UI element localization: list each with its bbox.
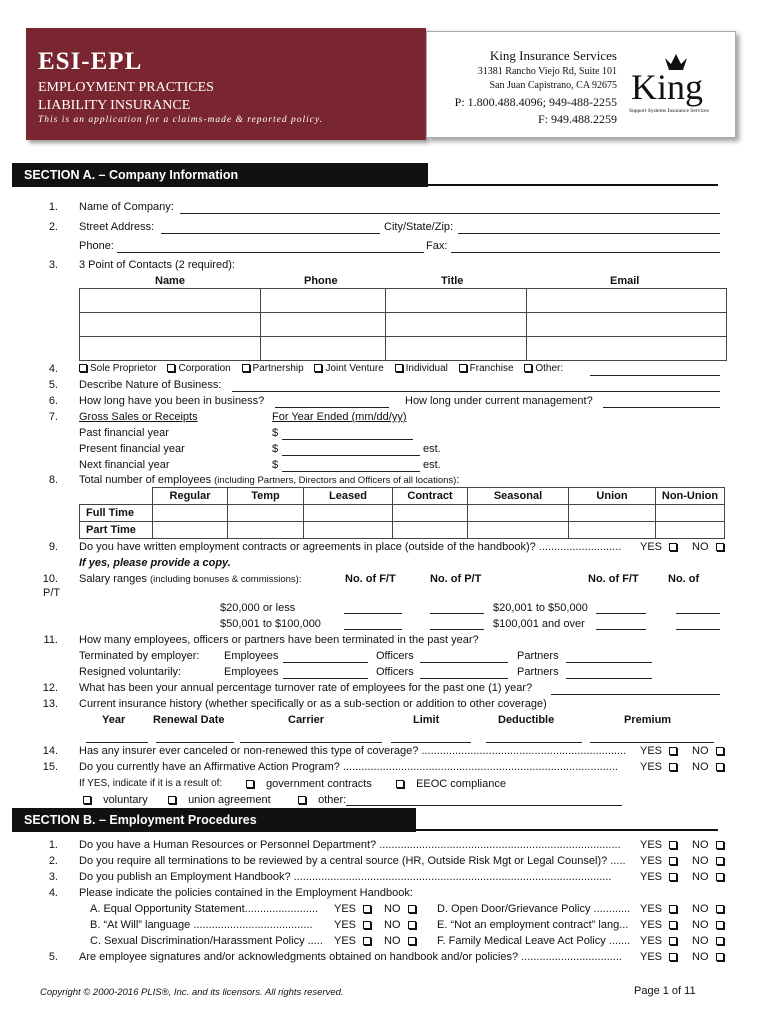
present-year-label: Present financial year: [79, 443, 185, 455]
checkbox-icon[interactable]: [363, 905, 371, 913]
contacts-header-name: Name: [155, 275, 185, 287]
policy-f-label: F. Family Medical Leave Act Policy .......: [437, 935, 631, 947]
checkbox-icon[interactable]: [716, 857, 724, 865]
present-year-field[interactable]: [282, 455, 420, 456]
checkbox-icon[interactable]: [716, 953, 724, 961]
opt-other-reason[interactable]: other:: [298, 794, 346, 806]
years-management-label: How long under current management?: [405, 395, 593, 407]
resigned-employees-field[interactable]: [283, 678, 368, 679]
past-year-label: Past financial year: [79, 427, 169, 439]
checkbox-icon[interactable]: [298, 796, 306, 804]
phone-label: Phone:: [79, 240, 114, 252]
contacts-header-title: Title: [441, 275, 464, 287]
emp-cell[interactable]: [656, 505, 725, 522]
checkbox-icon[interactable]: [396, 780, 404, 788]
q9-number: 9.: [48, 541, 58, 553]
q13-number: 13.: [42, 698, 58, 710]
affirmative-question: Do you currently have an Affirmative Action Program? ..........................................................................................: [79, 761, 618, 773]
resigned-label: Resigned voluntarily:: [79, 666, 182, 678]
part-time-label: Part Time: [80, 522, 153, 539]
agency-address-1: 31381 Rancho Viejo Rd, Suite 101: [477, 66, 617, 77]
policies-label: Please indicate the policies contained in the Employment Handbook:: [79, 887, 413, 899]
contact-cell[interactable]: [80, 313, 261, 337]
q5-number: 5.: [48, 379, 58, 391]
opt-union-agreement[interactable]: union agreement: [168, 794, 271, 806]
employees-label: Total number of employees (including Partners, Directors and Officers of all locations):: [79, 474, 460, 486]
employees-table: [79, 487, 725, 539]
employees-label-1: Employees: [224, 650, 279, 662]
contact-cell[interactable]: [261, 289, 386, 313]
hr-no[interactable]: NO: [692, 839, 727, 851]
checkbox-icon[interactable]: [716, 543, 724, 551]
checkbox-icon[interactable]: [168, 796, 176, 804]
checkbox-icon[interactable]: [669, 937, 677, 945]
handbook-question: Do you publish an Employment Handbook? ........................................................................................................: [79, 871, 612, 883]
handbook-no[interactable]: NO: [692, 871, 727, 883]
salary-header-pt: No. of P/T: [430, 573, 482, 585]
history-carrier-field[interactable]: [240, 742, 382, 743]
policy-b-no[interactable]: NO: [384, 919, 419, 931]
king-logo: [627, 46, 725, 126]
street-label: Street Address:: [79, 221, 155, 233]
terminated-officers-field[interactable]: [420, 662, 508, 663]
other-reason-field[interactable]: [346, 805, 622, 806]
full-time-label: Full Time: [80, 505, 153, 522]
policy-e-no[interactable]: NO: [692, 919, 727, 931]
signatures-yes[interactable]: YES: [640, 951, 680, 963]
history-header-premium: Premium: [624, 714, 672, 726]
opt-other[interactable]: Other:: [524, 363, 563, 374]
emp-cell[interactable]: [304, 505, 393, 522]
checkbox-icon[interactable]: [246, 780, 254, 788]
b5-number: 5.: [48, 951, 58, 963]
q15-number: 15.: [42, 761, 58, 773]
emp-cell[interactable]: [656, 522, 725, 539]
canceled-yes[interactable]: YES: [640, 745, 680, 757]
affirmative-reason-label: If YES, indicate if it is a result of:: [79, 778, 223, 789]
turnover-question: What has been your annual percentage turnover rate of employees for the past one (1) year?: [79, 682, 533, 694]
checkbox-icon[interactable]: [669, 747, 677, 755]
terminated-question: How many employees, officers or partners have been terminated in the past year?: [79, 634, 479, 646]
opt-franchise[interactable]: Franchise: [459, 363, 514, 374]
history-header-renewal: Renewal Date: [153, 714, 225, 726]
signatures-question: Are employee signatures and/or acknowledgments obtained on handbook and/or policies? .................................: [79, 951, 622, 963]
contact-cell[interactable]: [527, 337, 727, 361]
checkbox-icon[interactable]: [669, 921, 677, 929]
hr-yes[interactable]: YES: [640, 839, 680, 851]
history-limit-field[interactable]: [391, 742, 471, 743]
emp-cell[interactable]: [228, 522, 304, 539]
agency-name: King Insurance Services: [489, 48, 617, 63]
opt-eeoc-compliance[interactable]: EEOC compliance: [396, 778, 506, 790]
section-a-header: SECTION A. – Company Information: [12, 163, 428, 187]
phone-field[interactable]: [117, 252, 424, 253]
contracts-question: Do you have written employment contracts or agreements in place (outside of the handbook)? ...........................: [79, 541, 622, 553]
contact-cell[interactable]: [80, 289, 261, 313]
contacts-header-email: Email: [610, 275, 640, 287]
checkbox-icon[interactable]: [669, 543, 677, 551]
contracts-yes[interactable]: YES: [640, 541, 680, 553]
contact-cell[interactable]: [261, 313, 386, 337]
past-year-field[interactable]: [282, 439, 413, 440]
salary-field[interactable]: [596, 613, 646, 614]
history-year-field[interactable]: [86, 742, 148, 743]
policy-d-no[interactable]: NO: [692, 903, 727, 915]
policy-d-label: D. Open Door/Grievance Policy ............: [437, 903, 631, 915]
policy-c-yes[interactable]: YES: [334, 935, 374, 947]
q10-number: 10.: [42, 573, 58, 585]
provide-copy-note: If yes, please provide a copy.: [79, 557, 231, 569]
emp-cell[interactable]: [468, 522, 569, 539]
form-subtitle-2: LIABILITY INSURANCE: [38, 98, 191, 113]
emp-header-contract: Contract: [393, 488, 468, 505]
opt-sole-proprietor[interactable]: Sole Proprietor: [79, 363, 157, 374]
section-b-rule: [416, 829, 718, 831]
form-title: ESI-EPL: [38, 48, 143, 75]
checkbox-icon[interactable]: [716, 841, 724, 849]
q8-number: 8.: [48, 474, 58, 486]
opt-joint-venture[interactable]: Joint Venture: [314, 363, 383, 374]
salary-header-pt-2: No. of: [668, 573, 700, 585]
nature-business-label: Describe Nature of Business:: [79, 379, 222, 391]
q1-number: 1.: [48, 201, 58, 213]
pt-label: P/T: [43, 587, 61, 599]
policy-e-label: E. “Not an employment contract” lang...: [437, 919, 629, 931]
b4-number: 4.: [48, 887, 58, 899]
partners-label-1: Partners: [517, 650, 559, 662]
gross-sales-label: Gross Sales or Receipts: [79, 411, 198, 423]
emp-header-temp: Temp: [228, 488, 304, 505]
checkbox-icon[interactable]: [669, 841, 677, 849]
terminations-review-question: Do you require all terminations to be reviewed by a central source (HR, Outside Risk Mgt or Legal Counsel)? .....: [79, 855, 626, 867]
salary-field[interactable]: [676, 613, 720, 614]
contacts-label: 3 Point of Contacts (2 required):: [79, 259, 235, 271]
salary-field[interactable]: [596, 629, 646, 630]
year-ended-label: For Year Ended (mm/dd/yy): [272, 411, 407, 423]
resigned-partners-field[interactable]: [566, 678, 652, 679]
opt-corporation[interactable]: Corporation: [167, 363, 230, 374]
policy-c-label: C. Sexual Discrimination/Harassment Policy .....: [90, 935, 323, 947]
years-management-field[interactable]: [603, 407, 720, 408]
q7-number: 7.: [48, 411, 58, 423]
policy-a-label: A. Equal Opportunity Statement........................: [90, 903, 319, 915]
est-label: est.: [423, 443, 441, 455]
signatures-no[interactable]: NO: [692, 951, 727, 963]
policy-b-yes[interactable]: YES: [334, 919, 374, 931]
canceled-no[interactable]: NO: [692, 745, 727, 757]
entity-type-options: [79, 363, 563, 374]
resigned-officers-field[interactable]: [420, 678, 508, 679]
emp-cell[interactable]: [304, 522, 393, 539]
dollar-sign: $: [272, 459, 279, 471]
form-subtitle-1: EMPLOYMENT PRACTICES: [38, 80, 214, 95]
contact-cell[interactable]: [386, 289, 527, 313]
policy-b-label: B. “At Will” language .......................................: [90, 919, 313, 931]
policy-a-no[interactable]: NO: [384, 903, 419, 915]
employees-label-2: Employees: [224, 666, 279, 678]
emp-header-regular: Regular: [153, 488, 228, 505]
salary-field[interactable]: [344, 613, 402, 614]
years-business-field[interactable]: [275, 407, 389, 408]
b3-number: 3.: [48, 871, 58, 883]
q14-number: 14.: [42, 745, 58, 757]
city-label: City/State/Zip:: [384, 221, 454, 233]
checkbox-icon[interactable]: [459, 364, 467, 372]
checkbox-icon[interactable]: [669, 953, 677, 961]
review-no[interactable]: NO: [692, 855, 727, 867]
salary-field[interactable]: [344, 629, 402, 630]
history-header-year: Year: [102, 714, 126, 726]
checkbox-icon[interactable]: [716, 921, 724, 929]
salary-range-4: $100,001 and over: [493, 618, 585, 630]
policy-f-yes[interactable]: YES: [640, 935, 680, 947]
emp-cell[interactable]: [393, 505, 468, 522]
checkbox-icon[interactable]: [395, 364, 403, 372]
checkbox-icon[interactable]: [716, 747, 724, 755]
salary-range-2: $50,001 to $100,000: [220, 618, 321, 630]
form-tagline: This is an application for a claims-made & reported policy.: [38, 115, 324, 125]
history-header-limit: Limit: [413, 714, 440, 726]
hr-department-question: Do you have a Human Resources or Personnel Department? ...............................................................................: [79, 839, 621, 851]
contact-cell[interactable]: [386, 313, 527, 337]
agency-address-2: San Juan Capistrano, CA 92675: [489, 80, 617, 91]
dollar-sign: $: [272, 443, 279, 455]
contact-cell[interactable]: [80, 337, 261, 361]
policy-e-yes[interactable]: YES: [640, 919, 680, 931]
emp-cell[interactable]: [228, 505, 304, 522]
next-year-label: Next financial year: [79, 459, 170, 471]
fax-label: Fax:: [426, 240, 448, 252]
checkbox-icon[interactable]: [716, 873, 724, 881]
checkbox-icon[interactable]: [363, 937, 371, 945]
opt-individual[interactable]: Individual: [395, 363, 448, 374]
contacts-header-phone: Phone: [304, 275, 338, 287]
canceled-question: Has any insurer ever canceled or non-renewed this type of coverage? ...................................................................: [79, 745, 627, 757]
opt-government-contracts[interactable]: government contracts: [246, 778, 372, 790]
checkbox-icon[interactable]: [716, 937, 724, 945]
section-a-rule: [428, 184, 718, 186]
checkbox-icon[interactable]: [669, 905, 677, 913]
logo-word: King: [631, 67, 703, 107]
policy-f-no[interactable]: NO: [692, 935, 727, 947]
b1-number: 1.: [48, 839, 58, 851]
checkbox-icon[interactable]: [314, 364, 322, 372]
emp-cell[interactable]: [393, 522, 468, 539]
salary-ranges-label: Salary ranges (including bonuses & commissions):: [79, 573, 302, 585]
policy-c-no[interactable]: NO: [384, 935, 419, 947]
next-year-field[interactable]: [282, 471, 420, 472]
salary-field[interactable]: [430, 629, 484, 630]
copyright-text: Copyright © 2000-2016 PLIS®, Inc. and its licensors. All rights reserved.: [40, 987, 344, 998]
checkbox-icon[interactable]: [524, 364, 532, 372]
history-deductible-field[interactable]: [486, 742, 582, 743]
contacts-table: [79, 288, 727, 361]
salary-field[interactable]: [676, 629, 720, 630]
emp-cell[interactable]: [569, 505, 656, 522]
checkbox-icon[interactable]: [79, 364, 87, 372]
checkbox-icon[interactable]: [669, 873, 677, 881]
history-header-deductible: Deductible: [498, 714, 555, 726]
contact-cell[interactable]: [261, 337, 386, 361]
salary-header-ft: No. of F/T: [345, 573, 396, 585]
contact-cell[interactable]: [527, 313, 727, 337]
emp-header-non-union: Non-Union: [656, 488, 725, 505]
checkbox-icon[interactable]: [242, 364, 250, 372]
officers-label-1: Officers: [376, 650, 414, 662]
salary-range-3: $20,001 to $50,000: [493, 602, 588, 614]
logo-subtext: Support Systems Insurance Services: [629, 108, 709, 114]
contact-cell[interactable]: [527, 289, 727, 313]
checkbox-icon[interactable]: [408, 937, 416, 945]
opt-voluntary[interactable]: voluntary: [83, 794, 148, 806]
salary-range-1: $20,000 or less: [220, 602, 296, 614]
q4-number: 4.: [48, 363, 58, 375]
policy-a-yes[interactable]: YES: [334, 903, 374, 915]
checkbox-icon[interactable]: [167, 364, 175, 372]
q6-number: 6.: [48, 395, 58, 407]
q2-number: 2.: [48, 221, 58, 233]
street-field[interactable]: [161, 233, 380, 234]
nature-business-field[interactable]: [232, 391, 720, 392]
checkbox-icon[interactable]: [408, 921, 416, 929]
section-b-header: SECTION B. – Employment Procedures: [12, 808, 416, 832]
city-field[interactable]: [458, 233, 720, 234]
other-entity-field[interactable]: [590, 375, 720, 376]
emp-header-union: Union: [569, 488, 656, 505]
q12-number: 12.: [42, 682, 58, 694]
terminated-partners-field[interactable]: [566, 662, 652, 663]
checkbox-icon[interactable]: [408, 905, 416, 913]
history-premium-field[interactable]: [590, 742, 714, 743]
years-business-label: How long have you been in business?: [79, 395, 265, 407]
insurance-history-label: Current insurance history (whether specifically or as a sub-section or addition to other coverage): [79, 698, 547, 710]
turnover-field[interactable]: [551, 694, 720, 695]
terminated-employer-label: Terminated by employer:: [79, 650, 200, 662]
checkbox-icon[interactable]: [716, 905, 724, 913]
company-name-label: Name of Company:: [79, 201, 174, 213]
fax-field[interactable]: [451, 252, 720, 253]
emp-cell[interactable]: [153, 505, 228, 522]
terminated-employees-field[interactable]: [283, 662, 368, 663]
q11-number: 11.: [43, 634, 58, 646]
affirmative-yes[interactable]: YES: [640, 761, 680, 773]
review-yes[interactable]: YES: [640, 855, 680, 867]
officers-label-2: Officers: [376, 666, 414, 678]
checkbox-icon[interactable]: [716, 763, 724, 771]
checkbox-icon[interactable]: [669, 857, 677, 865]
emp-cell[interactable]: [468, 505, 569, 522]
dollar-sign: $: [272, 427, 279, 439]
policy-d-yes[interactable]: YES: [640, 903, 680, 915]
history-renewal-field[interactable]: [156, 742, 234, 743]
partners-label-2: Partners: [517, 666, 559, 678]
q3-number: 3.: [48, 259, 58, 271]
emp-header-leased: Leased: [304, 488, 393, 505]
b2-number: 2.: [48, 855, 58, 867]
checkbox-icon[interactable]: [363, 921, 371, 929]
salary-field[interactable]: [430, 613, 484, 614]
agency-fax: F: 949.488.2259: [537, 112, 617, 126]
history-header-carrier: Carrier: [288, 714, 325, 726]
affirmative-no[interactable]: NO: [692, 761, 727, 773]
agency-box: [426, 31, 736, 138]
agency-phone: P: 1.800.488.4096; 949-488-2255: [454, 95, 617, 109]
emp-cell[interactable]: [569, 522, 656, 539]
salary-header-ft-2: No. of F/T: [588, 573, 639, 585]
emp-cell[interactable]: [153, 522, 228, 539]
emp-header-seasonal: Seasonal: [468, 488, 569, 505]
checkbox-icon[interactable]: [83, 796, 91, 804]
contact-cell[interactable]: [386, 337, 527, 361]
handbook-yes[interactable]: YES: [640, 871, 680, 883]
opt-partnership[interactable]: Partnership: [242, 363, 304, 374]
checkbox-icon[interactable]: [669, 763, 677, 771]
est-label: est.: [423, 459, 441, 471]
contracts-no[interactable]: NO: [692, 541, 727, 553]
company-name-field[interactable]: [180, 213, 720, 214]
page-number: Page 1 of 11: [634, 985, 696, 997]
title-banner: [26, 28, 426, 140]
